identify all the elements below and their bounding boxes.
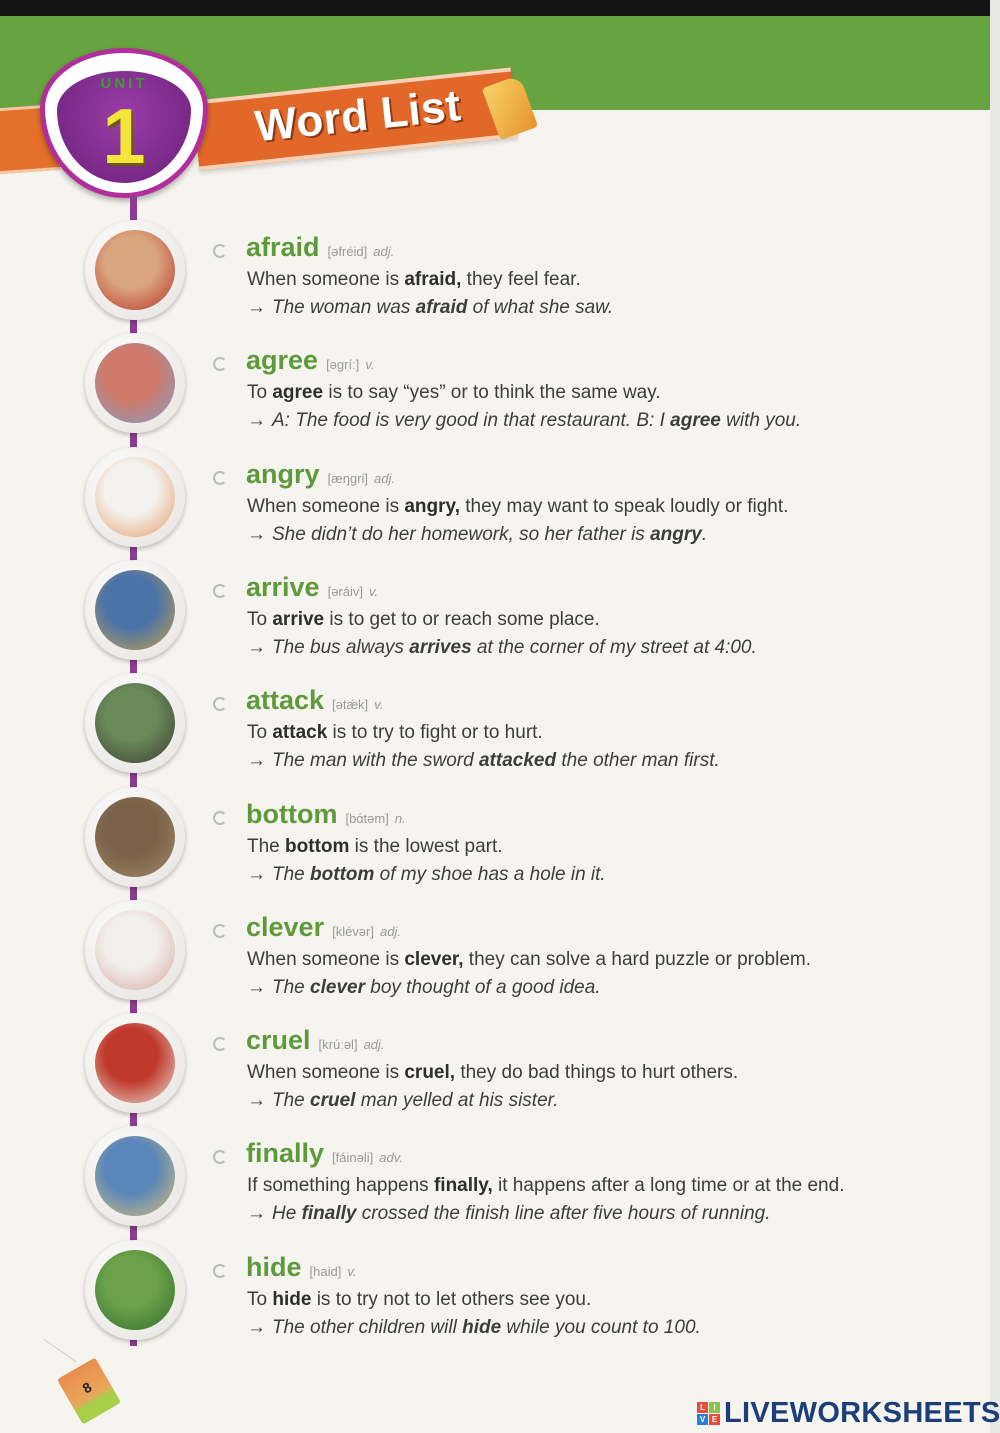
arrow-icon: →	[247, 750, 266, 772]
definition-text: is the lowest part.	[349, 835, 503, 857]
example-sentence	[247, 1317, 701, 1339]
definition-keyword: bottom	[285, 835, 350, 857]
pronunciation: [əfréid]	[327, 244, 368, 259]
example-text: The man with the sword	[272, 750, 479, 772]
definition-text: To	[247, 1288, 273, 1310]
headword-line	[246, 232, 394, 263]
headword-line	[246, 1025, 385, 1056]
definition-text: To	[247, 382, 273, 404]
headword: clever	[246, 911, 325, 942]
definition	[247, 949, 811, 971]
bullet-icon	[213, 811, 227, 825]
example-text: at the corner of my street at 4:00.	[471, 636, 757, 658]
part-of-speech: adj.	[379, 923, 401, 939]
word-entry	[0, 912, 1000, 1025]
picture-shoe-bottom	[85, 787, 185, 887]
example-sentence	[247, 750, 720, 772]
arrow-icon: →	[247, 976, 266, 998]
bullet-icon	[213, 1264, 227, 1278]
picture-children-hiding	[85, 1240, 185, 1340]
word-entry	[0, 232, 1000, 345]
definition	[247, 1289, 591, 1311]
definition-text: When someone is	[247, 269, 405, 290]
word-entry	[0, 345, 1000, 458]
bullet-icon	[213, 357, 227, 371]
part-of-speech: adv.	[379, 1150, 403, 1166]
definition	[247, 269, 581, 291]
page-title: Word List	[252, 81, 464, 152]
page-number: 8	[79, 1378, 95, 1397]
example-sentence	[247, 1203, 771, 1225]
illustration-icon	[95, 457, 175, 537]
definition	[247, 496, 788, 518]
picture-runner-finish	[85, 1126, 185, 1226]
bullet-icon	[213, 584, 227, 598]
headword-line	[246, 572, 378, 603]
pronunciation: [əgríː]	[326, 357, 360, 373]
word-entry	[0, 572, 1000, 685]
bullet-icon	[213, 1037, 227, 1051]
word-entry	[0, 1025, 1000, 1138]
example-keyword: angry	[650, 523, 702, 545]
pronunciation: [klévər]	[332, 923, 374, 939]
arrow-icon: →	[247, 863, 266, 885]
example-sentence	[247, 297, 613, 319]
picture-sword-fight	[85, 673, 185, 773]
example-keyword: arrives	[409, 636, 472, 658]
part-of-speech: adj.	[363, 1037, 385, 1053]
example-sentence	[247, 410, 801, 432]
part-of-speech: adj.	[374, 470, 395, 486]
arrow-icon: →	[247, 636, 266, 658]
definition-text: it happens after a long time or at the end.	[492, 1175, 845, 1197]
definition-text: they do bad things to hurt others.	[455, 1062, 739, 1084]
unit-badge	[40, 48, 208, 198]
picture-bus-stop	[85, 560, 185, 660]
part-of-speech: n.	[394, 810, 406, 826]
definition-keyword: attack	[272, 722, 328, 744]
part-of-speech: v.	[365, 357, 375, 373]
top-dark-bar	[0, 0, 1000, 16]
pronunciation: [krúːəl]	[318, 1037, 358, 1053]
definition-text: they feel fear.	[461, 269, 581, 290]
example-keyword: hide	[462, 1316, 502, 1338]
liveworksheets-logo-icon	[697, 1402, 720, 1425]
example-text: with you.	[720, 410, 802, 432]
example-sentence	[247, 637, 757, 659]
pronunciation: [æŋgri]	[327, 470, 368, 486]
bullet-icon	[213, 471, 227, 485]
arrow-icon: →	[247, 523, 266, 545]
definition	[247, 382, 661, 404]
picture-frightened-woman	[85, 220, 185, 320]
watermark	[697, 1397, 1000, 1430]
pronunciation: [ətǽk]	[332, 697, 369, 713]
illustration-icon	[95, 230, 175, 310]
definition-text: they can solve a hard puzzle or problem.	[463, 948, 811, 970]
bullet-icon	[213, 244, 227, 258]
headword: cruel	[246, 1025, 311, 1056]
example-text: She didn’t do her homework, so her father is	[272, 523, 651, 545]
part-of-speech: v.	[368, 583, 379, 599]
word-entry	[0, 685, 1000, 798]
picture-thinking-boy	[85, 900, 185, 1000]
picture-restaurant-scene	[85, 333, 185, 433]
definition-text: If something happens	[247, 1175, 434, 1197]
logo-letter: L	[697, 1402, 708, 1413]
example-text: The	[272, 863, 311, 885]
headword-line	[246, 345, 374, 376]
illustration-icon	[95, 343, 175, 423]
arrow-icon: →	[247, 1203, 266, 1225]
example-text: while you count to 100.	[501, 1316, 701, 1338]
definition-keyword: cruel,	[404, 1062, 456, 1084]
definition	[247, 609, 600, 631]
definition-keyword: angry,	[404, 495, 460, 517]
example-text: man yelled at his sister.	[355, 1090, 559, 1112]
example-keyword: attacked	[478, 750, 557, 772]
definition	[247, 836, 503, 858]
headword-line	[246, 1138, 403, 1169]
definition-keyword: arrive	[272, 608, 325, 630]
arrow-icon: →	[247, 297, 266, 318]
bullet-icon	[213, 924, 227, 938]
illustration-icon	[95, 1023, 175, 1103]
illustration-icon	[95, 570, 175, 650]
arrow-icon: →	[247, 1090, 266, 1112]
bullet-icon	[213, 697, 227, 711]
example-keyword: afraid	[415, 297, 468, 318]
example-text: boy thought of a good idea.	[364, 976, 601, 998]
pronunciation: [fáinəli]	[332, 1150, 374, 1166]
arrow-icon: →	[247, 410, 266, 432]
example-sentence	[247, 524, 707, 546]
definition-text: they may want to speak loudly or fight.	[459, 495, 789, 517]
example-text: A: The food is very good in that restaurant. B: I	[272, 410, 671, 432]
definition-keyword: finally,	[433, 1175, 493, 1197]
example-keyword: cruel	[310, 1090, 356, 1112]
definition-text: To	[247, 608, 273, 630]
part-of-speech: v.	[374, 697, 384, 713]
example-text: crossed the finish line after five hours of running.	[356, 1203, 771, 1225]
word-entry	[0, 799, 1000, 912]
headword: bottom	[246, 798, 338, 829]
unit-number: 1	[102, 92, 146, 180]
example-text: The bus always	[272, 636, 410, 658]
unit-label: UNIT	[100, 75, 148, 92]
word-entry	[0, 1252, 1000, 1365]
headword-line	[246, 685, 383, 716]
logo-letter: I	[709, 1402, 720, 1413]
pronunciation: [əráiv]	[327, 583, 363, 599]
illustration-icon	[95, 910, 175, 990]
illustration-icon	[95, 683, 175, 763]
arrow-icon: →	[247, 1316, 266, 1338]
example-sentence	[247, 977, 601, 999]
definition-text: When someone is	[247, 1062, 405, 1084]
headword: attack	[246, 685, 325, 716]
headword: angry	[246, 458, 320, 489]
example-keyword: finally	[301, 1203, 357, 1225]
example-text: The woman was	[272, 297, 416, 318]
pronunciation: [haid]	[309, 1263, 342, 1279]
headword: agree	[246, 345, 319, 376]
logo-letter: V	[697, 1414, 708, 1425]
example-text: .	[701, 523, 708, 545]
watermark-text: LIVEWORKSHEETS	[724, 1397, 1000, 1429]
picture-man-yelling	[85, 1013, 185, 1113]
illustration-icon	[95, 1136, 175, 1216]
word-entry	[0, 1138, 1000, 1251]
pronunciation: [bɑ́təm]	[345, 810, 389, 826]
headword: afraid	[246, 232, 320, 262]
example-text: The	[272, 976, 311, 998]
definition	[247, 1175, 844, 1197]
example-sentence	[247, 1090, 559, 1112]
headword: hide	[246, 1251, 302, 1282]
definition-text: When someone is	[247, 495, 405, 517]
definition	[247, 1062, 738, 1084]
example-text: of what she saw.	[467, 297, 614, 318]
headword: finally	[246, 1138, 325, 1169]
example-keyword: bottom	[310, 863, 375, 885]
definition-text: is to get to or reach some place.	[324, 608, 600, 630]
headword-line	[246, 799, 406, 830]
headword-line	[246, 1252, 356, 1283]
illustration-icon	[95, 1250, 175, 1330]
definition-keyword: agree	[272, 382, 324, 404]
definition-text: When someone is	[247, 948, 405, 970]
example-keyword: agree	[670, 410, 721, 432]
headword-line	[246, 459, 395, 490]
definition	[247, 722, 543, 744]
headword: arrive	[246, 571, 320, 602]
illustration-icon	[95, 797, 175, 877]
example-sentence	[247, 864, 606, 886]
unit-badge-inner	[57, 71, 191, 183]
page-number-tag	[57, 1357, 121, 1424]
example-text: The other children will	[272, 1316, 463, 1338]
example-keyword: clever	[310, 976, 365, 998]
definition-text: The	[247, 835, 286, 857]
part-of-speech: v.	[347, 1263, 357, 1279]
definition-text: is to try to fight or to hurt.	[327, 722, 543, 744]
example-text: the other man first.	[556, 750, 720, 772]
example-text: of my shoe has a hole in it.	[374, 863, 606, 885]
definition-text: To	[247, 722, 273, 744]
definition-keyword: hide	[272, 1288, 312, 1310]
example-text: The	[272, 1090, 311, 1112]
definition-text: is to say “yes” or to think the same way.	[323, 382, 661, 404]
bullet-icon	[213, 1150, 227, 1164]
picture-angry-face	[85, 447, 185, 547]
definition-keyword: clever,	[404, 948, 464, 970]
part-of-speech: adj.	[373, 244, 395, 259]
word-entry	[0, 459, 1000, 572]
example-text: He	[272, 1203, 302, 1225]
definition-keyword: afraid,	[404, 269, 462, 290]
headword-line	[246, 912, 401, 943]
definition-text: is to try not to let others see you.	[311, 1288, 592, 1310]
logo-letter: E	[709, 1414, 720, 1425]
